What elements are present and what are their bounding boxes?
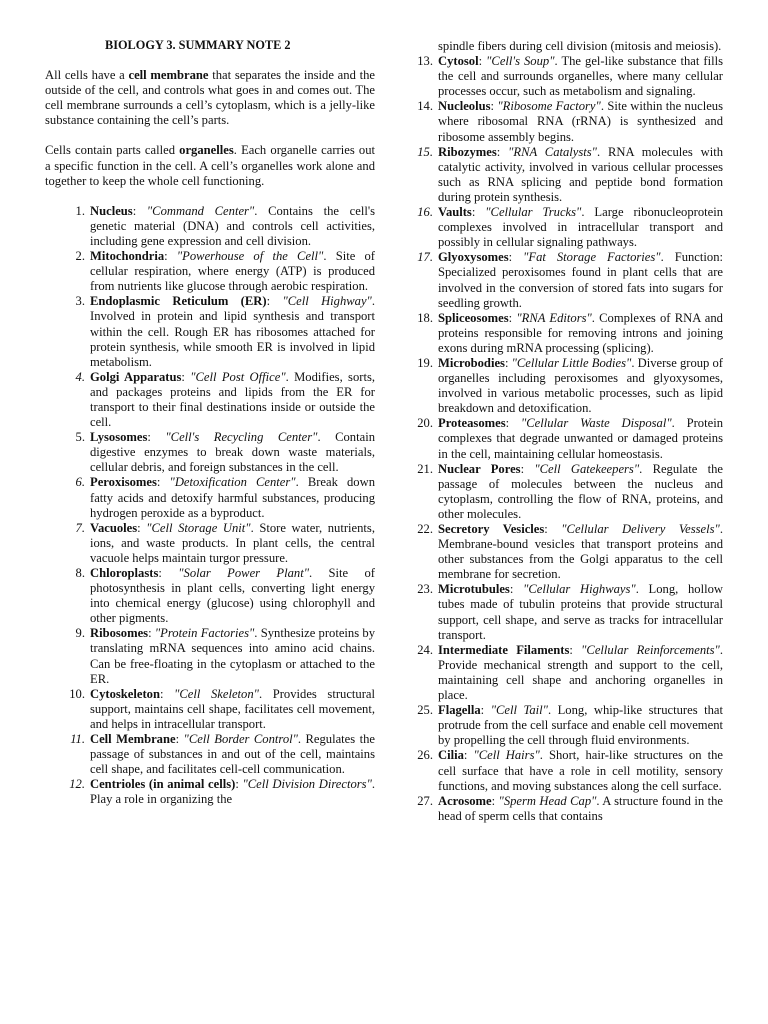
intro-text: that separates the inside and the outside of the cell, and controls what goes in and comes out. The cell membrane surrounds a cell’s cytoplasm, which is a jelly-like substance containing the cell’s parts.	[45, 68, 375, 128]
organelle-description: . Break down fatty acids and detoxify harmful substances, producing hydrogen peroxide as a byproduct.	[90, 475, 375, 520]
organelle-description: . RNA molecules with catalytic activity, involved in various cellular processes such as RNA splicing and peptide bond formation during protein synthesis.	[438, 144, 723, 204]
list-item-number: 10.	[69, 686, 85, 701]
separator: :	[491, 793, 499, 808]
organelle-nickname: "RNA Editors"	[516, 310, 592, 325]
organelle-name: Chloroplasts	[90, 566, 159, 580]
organelle-description: . Involved in protein and lipid synthesis and transport within the cell. Rough ER has ribosomes attached for protein synthesis, while smooth ER is involved in lipid metabolism.	[90, 294, 375, 369]
list-item-number: 8.	[75, 566, 85, 580]
organelle-description: . Large ribonucleoprotein complexes involved in intracellular transport and possibly in cellular signaling pathways.	[438, 205, 723, 250]
organelle-description: . The gel-like substance that fills the cell and surrounds organelles, where many cellular processes occur, such as metabolism and signaling.	[438, 54, 723, 99]
organelle-nickname: "Cell Post Office"	[190, 369, 286, 384]
list-item	[417, 793, 723, 824]
separator: :	[132, 203, 147, 218]
separator: :	[235, 777, 243, 792]
organelle-description: . Function: Specialized peroxisomes found in plant cells that are involved in the conversion of stored fats into sugars for seedling growth.	[438, 250, 723, 310]
organelle-list-right	[417, 54, 724, 824]
organelle-nickname: "RNA Catalysts"	[508, 144, 597, 159]
organelle-description: . Modifies, sorts, and packages proteins and lipids from the ER for transport to their final destinations inside or outside the cell.	[90, 369, 375, 430]
list-item-number: 19.	[417, 355, 433, 370]
separator: :	[480, 703, 491, 718]
organelle-description: . Site within the nucleus where ribosomal RNA (rRNA) is synthesized and ribosome assembly begins.	[438, 99, 723, 144]
list-item-number: 14.	[417, 99, 433, 114]
list-item	[417, 205, 723, 250]
organelle-nickname: "Cell's Soup"	[486, 54, 555, 69]
separator: :	[175, 732, 184, 747]
right-column	[417, 39, 724, 824]
organelle-name: Centrioles (in animal cells)	[90, 777, 236, 792]
list-item-number: 1.	[75, 203, 85, 218]
separator: :	[509, 582, 524, 597]
organelle-name: Intermediate Filaments	[438, 642, 570, 657]
intro-text: All cells have a	[45, 68, 129, 83]
organelle-description: . Complexes of RNA and proteins responsible for removing introns and joining exons during mRNA processing (splicing).	[438, 310, 723, 355]
organelle-nickname: "Fat Storage Factories"	[523, 250, 661, 265]
list-item	[417, 54, 723, 99]
list-item-number: 26.	[417, 748, 433, 763]
organelle-name: Endoplasmic Reticulum (ER)	[90, 294, 267, 309]
organelle-name: Secretory Vesicles	[438, 522, 545, 536]
intro-paragraph-cell-membrane	[45, 68, 375, 128]
list-item	[45, 521, 375, 566]
continued-text: spindle fibers during cell division (mitosis and meiosis).	[438, 39, 722, 53]
organelle-nickname: "Cell Hairs"	[473, 748, 540, 763]
list-item-number: 23.	[417, 582, 433, 597]
separator: :	[505, 416, 521, 431]
organelle-description: . Store water, nutrients, ions, and waste products. In plant cells, the central vacuole helps maintain turgor pressure.	[90, 520, 375, 565]
list-item	[417, 99, 723, 144]
list-item-number: 18.	[417, 310, 433, 325]
list-item-number: 24.	[417, 642, 433, 657]
organelle-list-left	[45, 204, 375, 808]
separator: :	[504, 355, 512, 370]
organelle-name: Acrosome	[438, 793, 492, 808]
organelle-name: Peroxisomes	[90, 475, 157, 490]
separator: :	[156, 475, 170, 490]
organelle-name: Flagella	[438, 703, 481, 718]
list-item	[45, 249, 375, 294]
separator: :	[147, 430, 166, 445]
separator: :	[544, 522, 562, 536]
organelle-nickname: "Cell Skeleton"	[174, 686, 259, 701]
list-item-number: 13.	[417, 54, 433, 69]
organelle-name: Glyoxysomes	[438, 250, 509, 265]
separator: :	[463, 748, 474, 763]
organelle-description: . Provides structural support, maintains cell shape, facilitates cell movement, and helps in intracellular transport.	[90, 686, 375, 731]
organelle-description: . Play a role in organizing the	[90, 777, 376, 807]
organelle-nickname: "Cellular Trucks"	[485, 205, 582, 220]
separator: :	[181, 369, 191, 384]
organelle-nickname: "Cell Tail"	[490, 703, 548, 718]
organelle-name: Microtubules	[438, 582, 510, 597]
organelle-name: Mitochondria	[90, 249, 165, 264]
organelle-nickname: "Cellular Little Bodies"	[511, 355, 632, 370]
list-item	[45, 566, 375, 626]
list-item	[45, 475, 375, 520]
organelle-nickname: "Cellular Reinforcements"	[581, 642, 720, 657]
organelle-name: Nucleolus	[438, 99, 491, 114]
organelle-nickname: "Cell Gatekeepers"	[534, 461, 640, 476]
list-item	[45, 430, 375, 475]
list-item	[417, 748, 723, 793]
organelle-nickname: "Ribosome Factory"	[497, 99, 601, 114]
organelle-name: Spliceosomes	[438, 310, 509, 325]
list-item	[45, 687, 375, 732]
list-item	[417, 461, 723, 522]
organelle-name: Ribozymes	[438, 144, 497, 159]
list-item	[45, 777, 375, 807]
list-item-number: 11.	[70, 732, 85, 747]
organelle-description: . Short, hair-like structures on the cell surface that have a role in cell motility, sensory functions, and moving substances along the cell surface.	[438, 748, 723, 793]
separator: :	[158, 566, 179, 580]
organelle-description: . Long, whip-like structures that protrude from the cell surface and enable cell movement by propelling the cell through fluid environments.	[438, 703, 724, 748]
organelle-description: . Contain digestive enzymes to break down waste materials, cellular debris, and foreign substances in the cell.	[90, 430, 375, 475]
organelle-nickname: "Command Center"	[146, 203, 255, 218]
list-item	[417, 416, 723, 461]
organelle-description: . Membrane-bound vesicles that transport proteins and other substances from the Golgi apparatus to the cell membrane for secretion.	[438, 522, 723, 582]
organelle-name: Vacuoles	[90, 520, 138, 535]
separator: :	[159, 686, 175, 701]
list-item-number: 12.	[69, 777, 85, 792]
separator: :	[266, 294, 283, 309]
organelle-nickname: "Cellular Highways"	[523, 582, 636, 597]
list-item-number: 4.	[75, 369, 85, 384]
organelle-name: Nuclear Pores	[438, 461, 521, 476]
organelle-description: . Protein complexes that degrade unwanted or damaged proteins in the cell, maintaining cellular homeostasis.	[438, 416, 723, 461]
organelle-nickname: "Cellular Delivery Vessels"	[561, 522, 720, 536]
list-item-number: 22.	[417, 522, 433, 536]
organelle-nickname: "Cellular Waste Disposal"	[520, 416, 672, 431]
separator: :	[478, 54, 487, 69]
list-item	[417, 250, 723, 310]
list-item	[417, 522, 723, 582]
list-item-number: 17.	[417, 250, 433, 265]
organelle-nickname: "Cell Highway"	[282, 294, 372, 309]
organelle-description: . Site of cellular respiration, where energy (ATP) is produced from nutrients like glucose through aerobic respiration.	[90, 249, 375, 294]
organelle-name: Lysosomes	[90, 430, 148, 445]
organelle-nickname: "Cell's Recycling Center"	[165, 430, 318, 445]
list-item-number: 5.	[75, 430, 85, 445]
separator: :	[496, 144, 509, 159]
list-item	[417, 310, 723, 356]
separator: :	[164, 249, 177, 264]
organelle-description: . A structure found in the head of sperm cells that contains	[438, 793, 723, 823]
organelle-name: Vaults	[438, 205, 472, 220]
intro-bold-term: organelles	[179, 143, 234, 158]
organelle-name: Ribosomes	[90, 626, 149, 641]
organelle-name: Cell Membrane	[90, 732, 176, 747]
organelle-nickname: "Powerhouse of the Cell"	[176, 249, 324, 264]
organelle-nickname: "Protein Factories"	[154, 626, 255, 641]
intro-paragraph-organelles	[45, 143, 375, 188]
organelle-description: . Synthesize proteins by translating mRNA sequences into amino acid chains. Can be free-floating in the cytoplasm or attached to the ER.	[90, 626, 375, 686]
list-item	[417, 582, 723, 642]
list-item	[45, 626, 375, 686]
organelle-name: Nucleus	[90, 203, 133, 218]
organelle-name: Cytoskeleton	[90, 686, 160, 701]
list-item	[417, 703, 724, 748]
separator: :	[471, 205, 486, 220]
page-title: BIOLOGY 3. SUMMARY NOTE 2	[105, 38, 291, 52]
list-item-number: 25.	[417, 703, 433, 718]
list-item-number: 21.	[417, 461, 433, 476]
organelle-description: . Site of photosynthesis in plant cells, converting light energy into chemical energy (glucose) using chlorophyll and other pigments.	[90, 566, 375, 626]
list-item-number: 3.	[75, 294, 85, 309]
list-item	[417, 355, 723, 416]
organelle-description: . Regulates the passage of substances in and out of the cell, maintains cell shape, and facilitates cell-cell communication.	[90, 732, 375, 777]
organelle-nickname: "Cell Border Control"	[183, 732, 298, 747]
list-item-number: 15.	[417, 144, 433, 159]
list-item-number: 7.	[75, 520, 85, 535]
organelle-nickname: "Cell Storage Unit"	[146, 520, 251, 535]
intro-text: . Each organelle carries out a specific function in the cell. A cell’s organelles work alone and together to keep the whole cell functioning.	[45, 143, 375, 188]
organelle-description: . Provide mechanical strength and support to the cell, maintaining cell shape and anchoring organelles in place.	[438, 642, 723, 703]
organelle-description: . Regulate the passage of molecules between the nucleus and cytoplasm, controlling the flow of RNA, proteins, and other molecules.	[438, 461, 723, 521]
organelle-nickname: "Solar Power Plant"	[178, 566, 310, 580]
organelle-name: Proteasomes	[438, 416, 506, 431]
intro-text: Cells contain parts called	[45, 143, 180, 158]
separator: :	[490, 99, 498, 114]
separator: :	[520, 461, 535, 476]
organelle-nickname: "Detoxification Center"	[169, 475, 296, 490]
list-item	[417, 642, 723, 703]
left-column	[45, 38, 375, 808]
list-item-number: 16.	[417, 205, 433, 220]
list-item	[45, 732, 375, 777]
list-item-number: 27.	[417, 793, 433, 808]
organelle-name: Golgi Apparatus	[90, 369, 182, 384]
organelle-description: . Diverse group of organelles including peroxisomes and glyoxysomes, involved in various metabolic processes, such as lipid breakdown and detoxification.	[438, 355, 723, 416]
separator: :	[137, 520, 147, 535]
organelle-description: . Long, hollow tubes made of tubulin proteins that provide structural support, cell shape, and serve as tracks for intracellular transport.	[438, 582, 723, 642]
list-item-number: 6.	[75, 475, 85, 490]
list-item	[417, 144, 723, 205]
intro-bold-term: cell membrane	[128, 68, 209, 83]
list-item	[45, 204, 375, 249]
separator: :	[148, 626, 155, 641]
organelle-nickname: "Sperm Head Cap"	[498, 793, 597, 808]
list-item-number: 9.	[75, 626, 85, 641]
list-item-number: 20.	[417, 416, 433, 431]
separator: :	[508, 250, 524, 265]
organelle-name: Cytosol	[438, 54, 479, 69]
organelle-nickname: "Cell Division Directors"	[242, 777, 372, 792]
separator: :	[569, 642, 582, 657]
list-item	[45, 370, 375, 430]
organelle-description: . Contains the cell's genetic material (DNA) and controls cell activities, including gene expression and cell division.	[90, 203, 375, 248]
list-item-number: 2.	[75, 249, 85, 264]
organelle-name: Microbodies	[438, 355, 505, 370]
list-item	[45, 294, 375, 369]
organelle-name: Cilia	[438, 748, 464, 763]
separator: :	[508, 310, 517, 325]
